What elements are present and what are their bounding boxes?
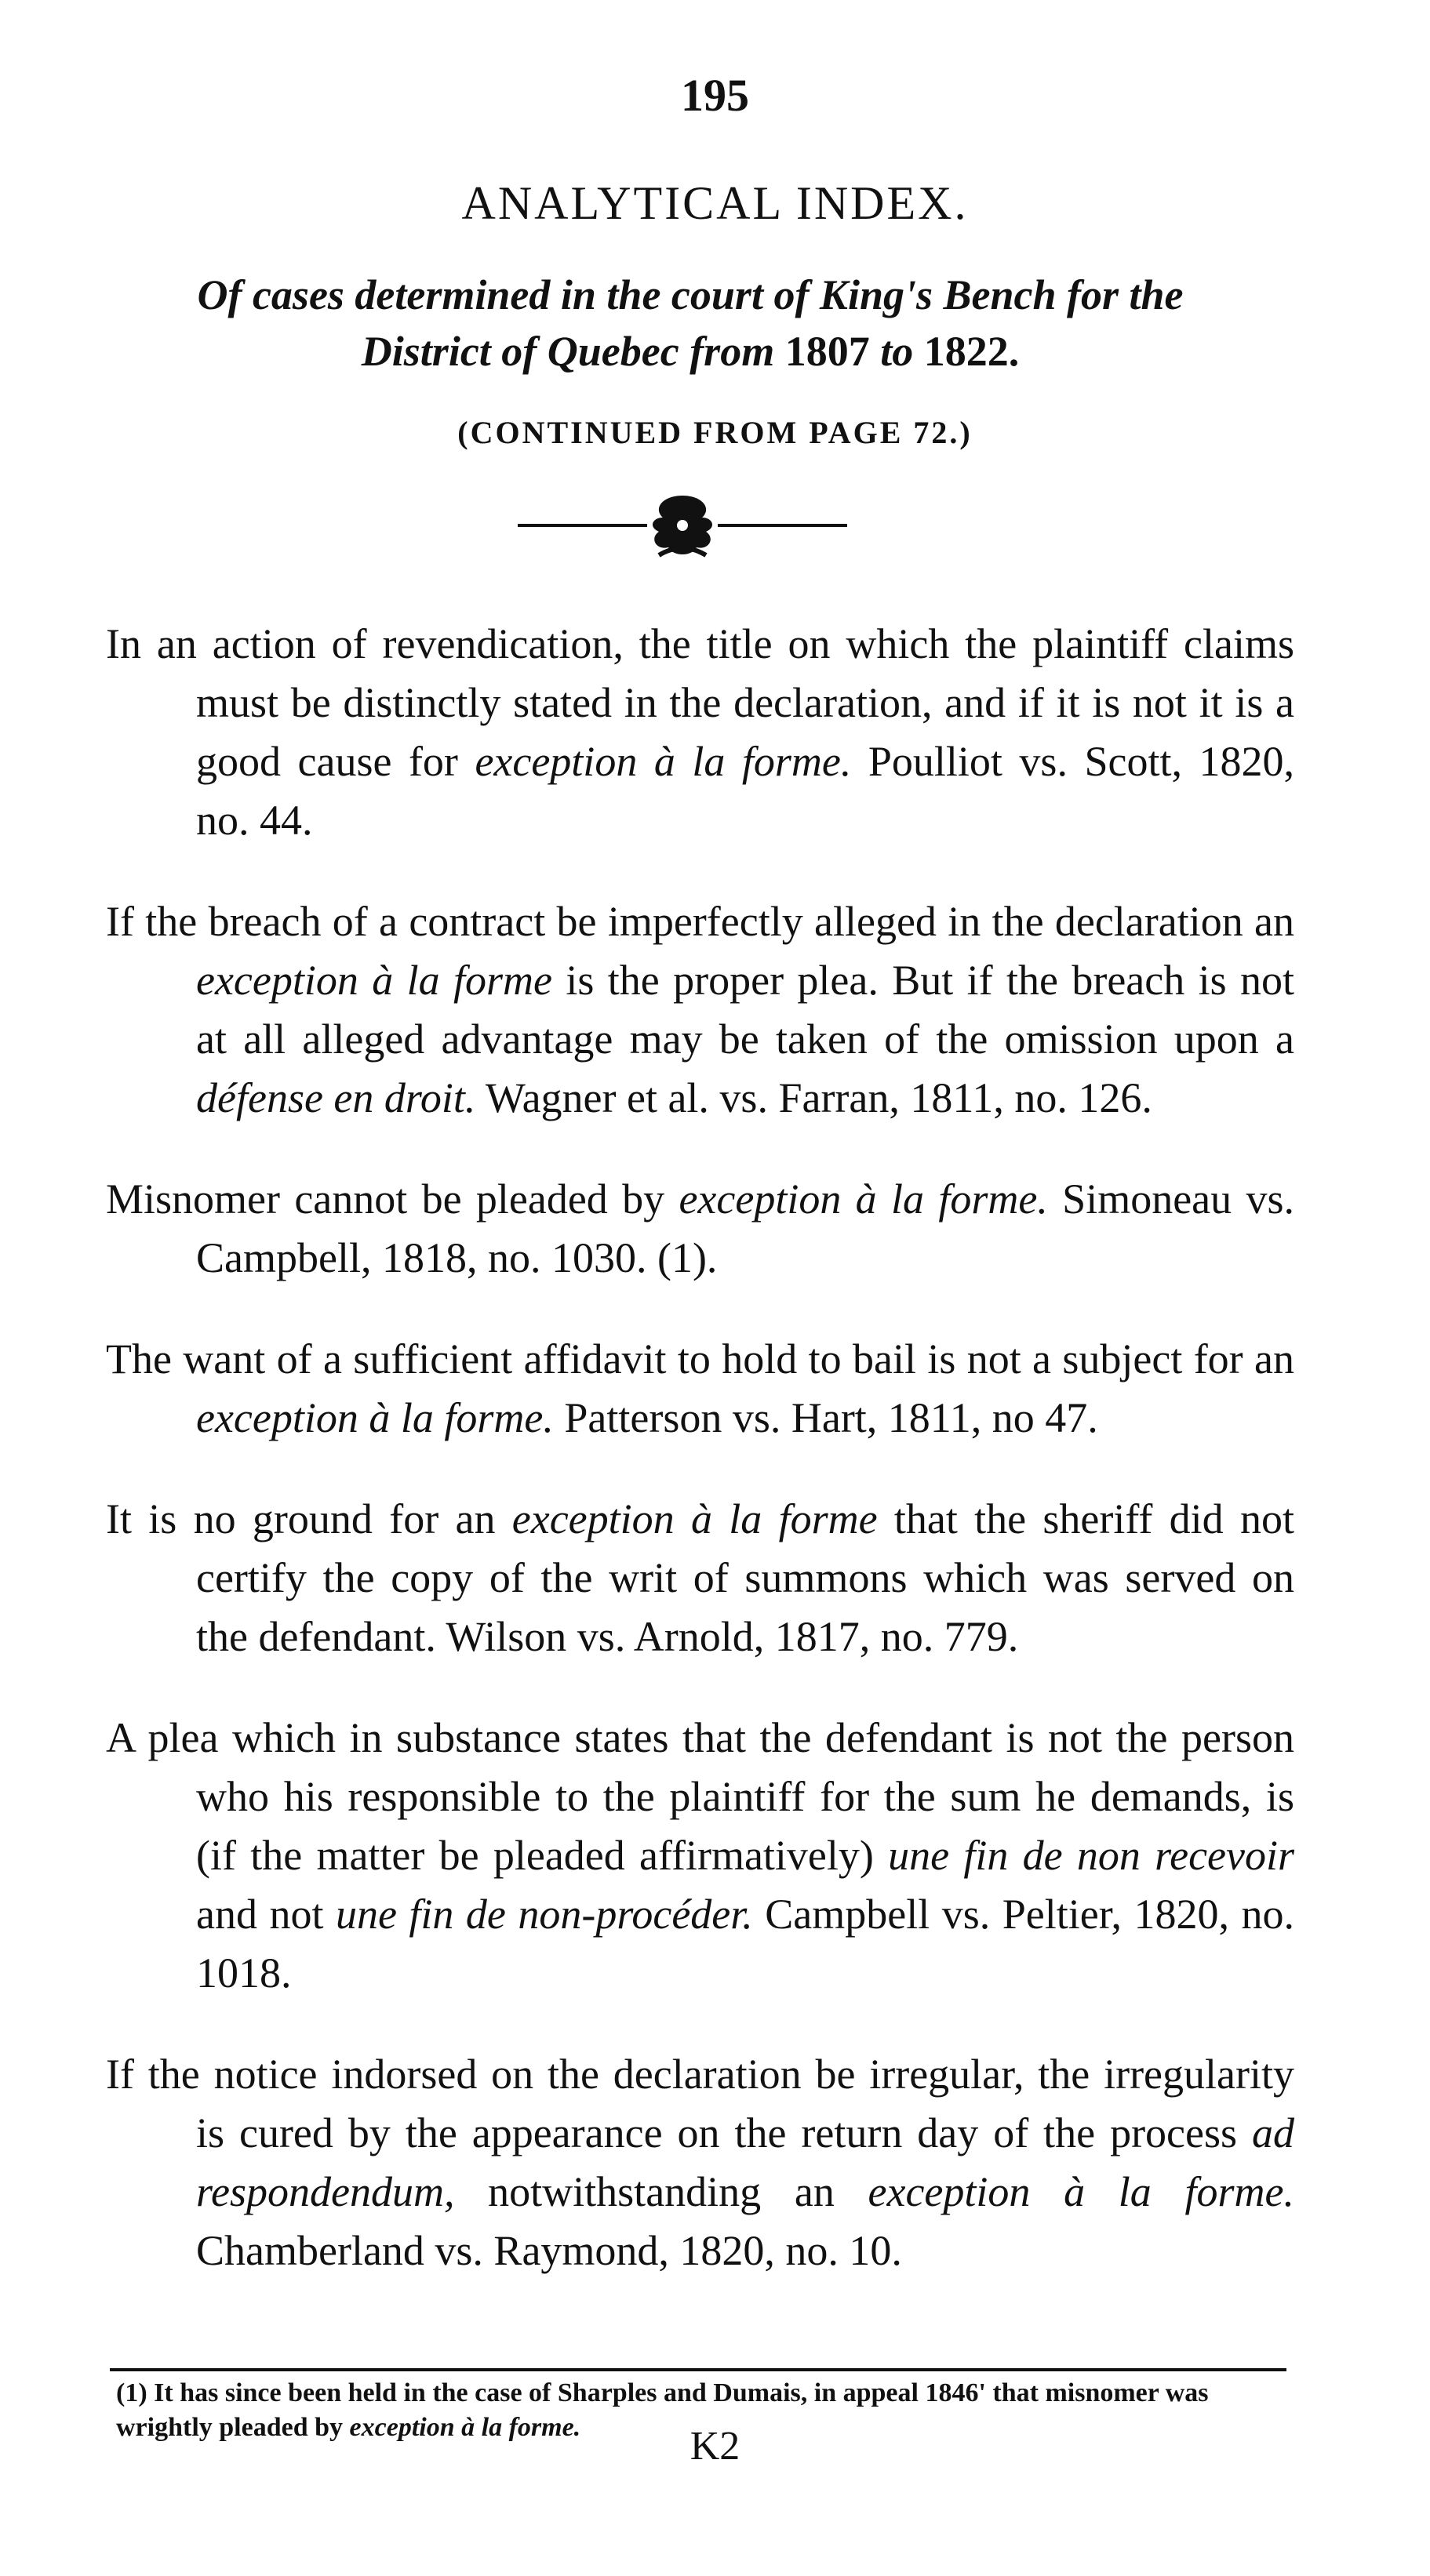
footnote: (1) It has since been held in the case of Sharples and Dumais, in appeal 1846' that misnomer was wrightly pleaded by exception à la forme. xyxy=(116,2378,1209,2442)
signature-mark: K2 xyxy=(690,2424,740,2469)
index-entry: The want of a sufficient affidavit to hold to bail is not a subject for an exception à la forme. Patterson vs. Hart, 1811, no 47. xyxy=(106,1335,1294,1441)
page-number: 195 xyxy=(681,70,749,121)
subtitle-to-word: to xyxy=(869,328,924,375)
continued-note: (CONTINUED FROM PAGE 72.) xyxy=(457,415,973,450)
index-entries xyxy=(106,572,1294,2298)
ornament-divider-icon xyxy=(502,486,863,565)
index-entry: If the breach of a contract be imperfectly alleged in the declaration an exception à la forme is the proper plea. But if the breach is not at all alleged advantage may be taken of the omission upon a défense en droit. Wagner et al. vs. Farran, 1811, no. 126. xyxy=(106,898,1294,1121)
page-title: ANALYTICAL INDEX. xyxy=(461,177,969,229)
index-entry: If the notice indorsed on the declaration be irregular, the irregularity is cured by the appearance on the return day of the process ad respondendum, notwithstanding an exception à la forme. Chamberland vs. Raymond, 1820, no. 10. xyxy=(106,2051,1294,2274)
index-entry: It is no ground for an exception à la forme that the sheriff did not certify the copy of the writ of summons which was served on the defendant. Wilson vs. Arnold, 1817, no. 779. xyxy=(106,1495,1294,1660)
subtitle-line-2-prefix: District of Quebec from xyxy=(361,328,785,375)
subtitle-year-from: 1807 xyxy=(784,328,870,375)
subtitle-line-1: Of cases determined in the court of King's Bench for the xyxy=(197,271,1184,318)
index-entry: Misnomer cannot be pleaded by exception à la forme. Simoneau vs. Campbell, 1818, no. 1030. (1). xyxy=(106,1175,1294,1281)
footnote-divider xyxy=(110,2368,1286,2371)
index-entry: In an action of revendication, the title on which the plaintiff claims must be distinctly stated in the declaration, and if it is not it is a good cause for exception à la forme. Poulliot vs. Scott, 1820, no. 44. xyxy=(106,620,1294,844)
index-entry: A plea which in substance states that the defendant is not the person who his responsible to the plaintiff for the sum he demands, is (if the matter be pleaded affirmatively) une fin de non recevoir and not une fin de non-procéder. Campbell vs. Peltier, 1820, no. 1018. xyxy=(106,1714,1294,1996)
subtitle-year-to: 1822. xyxy=(923,328,1020,375)
subtitle xyxy=(94,267,1286,380)
